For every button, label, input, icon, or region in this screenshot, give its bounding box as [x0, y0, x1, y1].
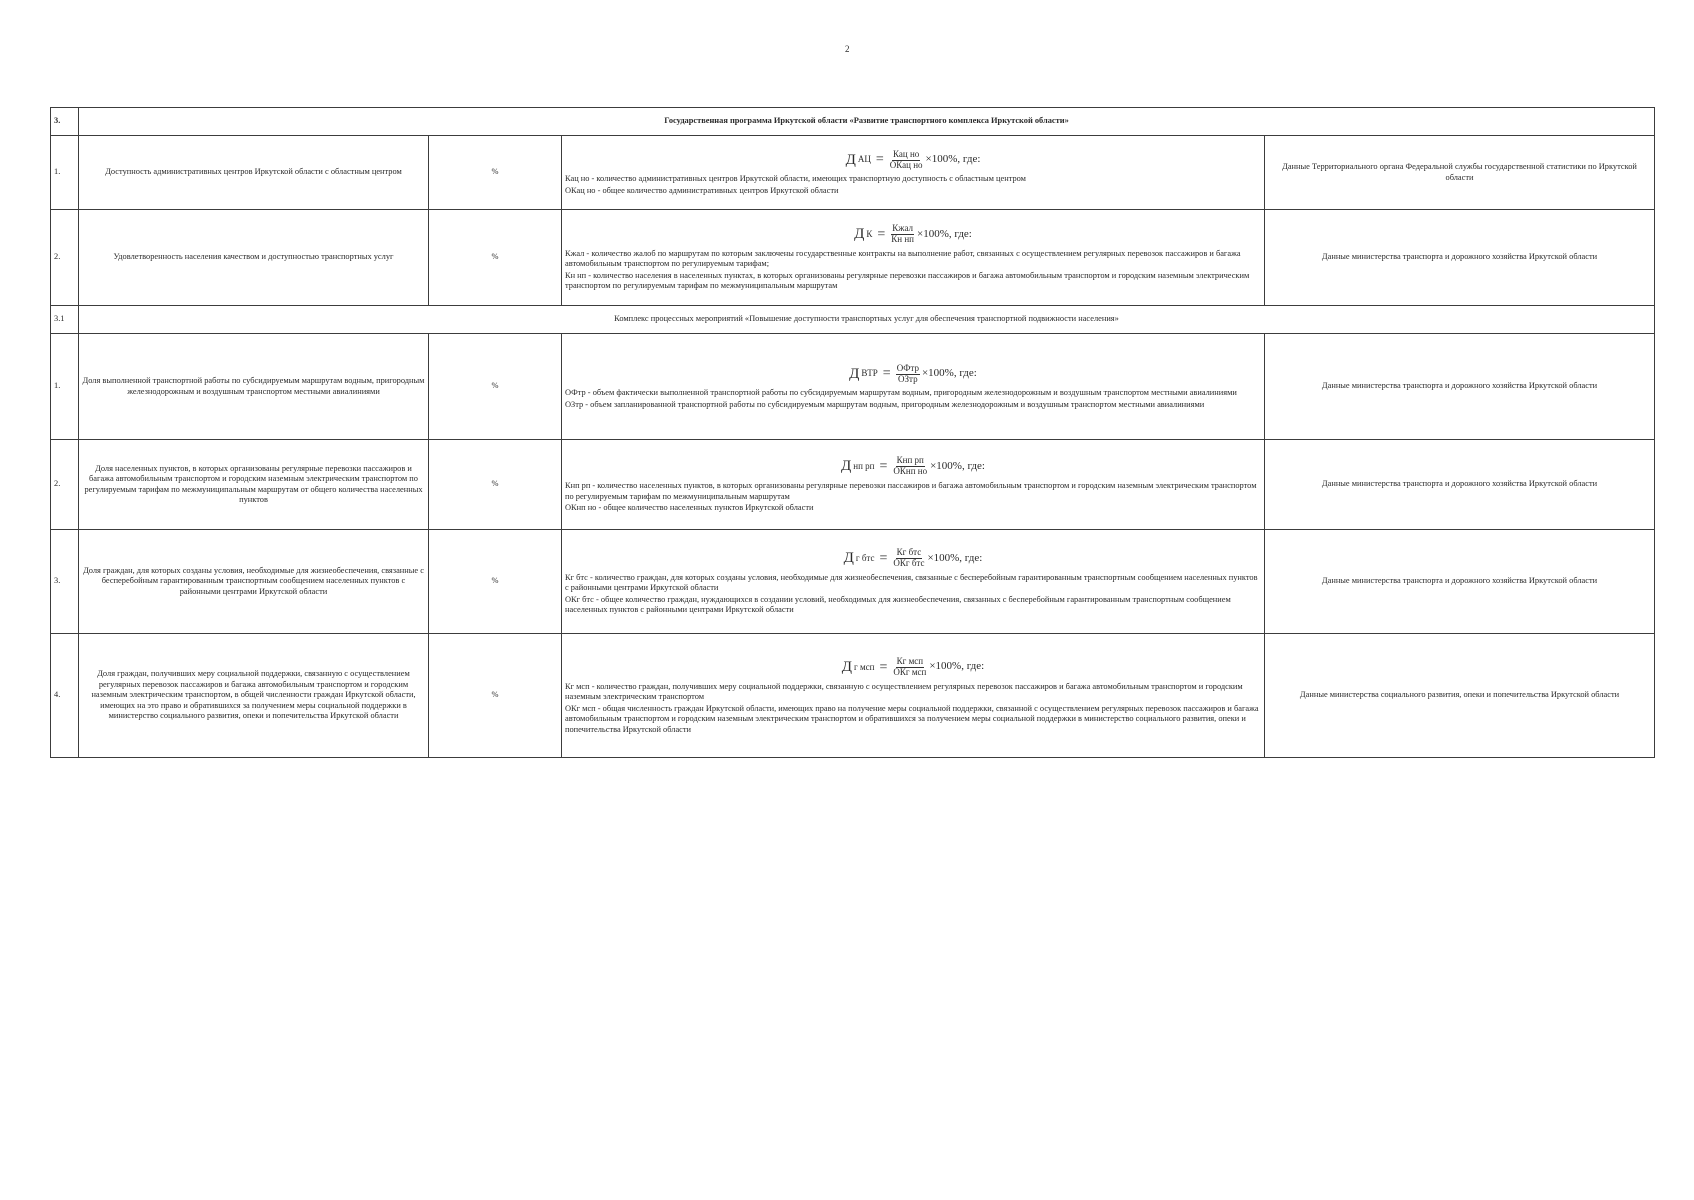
indicators-table: [50, 107, 1655, 758]
formula-tail: ×100%, где:: [929, 660, 985, 673]
formula-fraction: [892, 548, 925, 569]
table-row: [51, 136, 1655, 210]
formula-equals: =: [877, 226, 886, 242]
indicator-name: Доля выполненной транспортной работы по субсидируемым маршрутам водным, пригородным железнодорожным и воздушным транспортом местными авиалиниями: [79, 334, 429, 440]
formula-fraction: [892, 456, 928, 477]
formula-lhs: Д: [841, 458, 852, 475]
indicator-name: Доля граждан, получивших меру социальной поддержки, связанную с осуществлением регулярных перевозок пассажиров и багажа автомобильным транспортом и городским наземным электрическим транспортом, в общей численности граждан Иркутской области, имеющих на это право и обратившихся за получением меры социальной поддержки в министерство социального развития, опеки и попечительства Иркутской области: [79, 634, 429, 758]
formula-equals: =: [875, 152, 884, 168]
row-number: 2.: [51, 210, 79, 306]
calculation-method: [562, 634, 1265, 758]
definition: ОКнп но - общее количество населенных пунктов Иркутской области: [565, 503, 814, 513]
formula-tail: ×100%, где:: [921, 367, 977, 380]
definition: Кг бтс - количество граждан, для которых созданы условия, необходимые для жизнеобеспечения, связанные с бесперебойным гарантированным транспортным сообщением населенных пунктов с районными центрами Иркутской области: [565, 572, 1258, 593]
table-row: [51, 440, 1655, 530]
formula-fraction: [892, 657, 927, 678]
formula-numerator: Кац но: [893, 148, 920, 159]
formula-lhs-sub: г бтс: [855, 552, 875, 563]
calculation-method: [562, 136, 1265, 210]
formula-lhs-sub: АЦ: [857, 154, 871, 165]
table-row: [51, 334, 1655, 440]
formula-lhs: Д: [841, 658, 853, 675]
formula-fraction: [889, 150, 924, 171]
section-header-row: [51, 108, 1655, 136]
formula-lhs-sub: нп рп: [853, 461, 875, 472]
unit-of-measure: %: [429, 440, 562, 530]
formula: [565, 364, 1261, 385]
row-number: 3.: [51, 530, 79, 634]
indicator-name: Доступность административных центров Иркутской области с областным центром: [79, 136, 429, 210]
formula-denominator: ОКнп но: [893, 466, 928, 477]
row-number: 4.: [51, 634, 79, 758]
formula-equals: =: [879, 659, 888, 675]
formula-numerator: Кжал: [892, 223, 914, 234]
unit-of-measure: %: [429, 334, 562, 440]
table-row: [51, 210, 1655, 306]
formula-denominator: ОКг бтс: [893, 558, 925, 568]
formula-lhs: Д: [854, 226, 865, 243]
calculation-method: [562, 440, 1265, 530]
definition: Кн нп - количество населения в населенных пунктах, в которых организованы регулярные перевозки пассажиров и багажа автомобильным транспортом и городским наземным электрическим транспортом по регулируемым тарифам по межмуниципальным маршрутам: [565, 270, 1250, 291]
row-number: 2.: [51, 440, 79, 530]
formula: [565, 548, 1261, 569]
definition: ОКг бтс - общее количество граждан, нуждающихся в создании условий, необходимых для жизнеобеспечения, связанных с бесперебойным гарантированным транспортным сообщением населенных пунктов с районными центрами Иркутской области: [565, 594, 1231, 615]
formula: [565, 150, 1261, 171]
subsection-title: Комплекс процессных мероприятий «Повышение доступности транспортных услуг для обеспечения транспортной подвижности населения»: [79, 306, 1655, 334]
formula-equals: =: [882, 366, 891, 382]
table-row: [51, 634, 1655, 758]
row-number: 1.: [51, 334, 79, 440]
formula-denominator: ОЗтр: [898, 373, 918, 384]
definition: Кац но - количество административных центров Иркутской области, имеющих транспортную доступность с областным центром: [565, 174, 1026, 184]
formula: [565, 224, 1261, 245]
data-source: Данные Территориального органа Федеральной службы государственной статистики по Иркутской области: [1265, 136, 1655, 210]
data-source: Данные министерства транспорта и дорожного хозяйства Иркутской области: [1265, 530, 1655, 634]
page-number: 2: [845, 44, 850, 54]
unit-of-measure: %: [429, 210, 562, 306]
definition: Кг мсп - количество граждан, получивших меру социальной поддержки, связанную с осуществлением регулярных перевозок пассажиров и багажа автомобильным транспортом и городским наземным электрическим транспортом: [565, 681, 1243, 702]
definition: ОФтр - объем фактически выполненной транспортной работы по субсидируемым маршрутам водным, пригородным железнодорожным и воздушным транспортом местными авиалиниями: [565, 388, 1237, 398]
unit-of-measure: %: [429, 634, 562, 758]
formula-denominator: Кн нп: [891, 234, 914, 244]
definition: ОКац но - общее количество административных центров Иркутской области: [565, 185, 839, 195]
formula-equals: =: [879, 459, 888, 474]
formula-numerator: Кнп рп: [896, 455, 924, 466]
data-source: Данные министерства транспорта и дорожного хозяйства Иркутской области: [1265, 210, 1655, 306]
table-row: [51, 530, 1655, 634]
formula-denominator: ОКг мсп: [893, 666, 927, 677]
formula-equals: =: [879, 550, 888, 566]
formula-fraction: [890, 224, 915, 245]
calculation-method: [562, 334, 1265, 440]
formula-lhs: Д: [845, 151, 856, 168]
formula-lhs-sub: К: [866, 228, 873, 239]
formula-tail: ×100%, где:: [930, 459, 985, 472]
calculation-method: [562, 530, 1265, 634]
formula-lhs-sub: г мсп: [854, 661, 875, 672]
unit-of-measure: %: [429, 530, 562, 634]
formula-numerator: Кг мсп: [896, 655, 924, 666]
formula-lhs-sub: ВТР: [861, 368, 878, 379]
formula-denominator: ОКац но: [889, 159, 923, 170]
formula-lhs: Д: [843, 550, 854, 567]
formula-numerator: Кг бтс: [896, 547, 922, 558]
definition: Кнп рп - количество населенных пунктов, в которых организованы регулярные перевозки пассажиров и багажа автомобильным транспортом и городским наземным электрическим транспортом по регулируемым тарифам по межмуниципальным маршрутам: [565, 481, 1257, 501]
data-source: Данные министерства транспорта и дорожного хозяйства Иркутской области: [1265, 440, 1655, 530]
subsection-header-row: [51, 306, 1655, 334]
formula-numerator: ОФтр: [896, 362, 919, 373]
definition: ОКг мсп - общая численность граждан Иркутской области, имеющих право на получение меры социальной поддержки, связанной с осуществлением регулярных перевозок пассажиров и багажа автомобильным транспортом и городским наземным электрическим транспортом и обратившихся за получением меры социальной поддержки в министерство социального развития, опеки и попечительства Иркутской области: [565, 703, 1259, 734]
formula-tail: ×100%, где:: [925, 153, 981, 166]
formula-tail: ×100%, где:: [927, 551, 983, 564]
formula: [565, 657, 1261, 678]
formula-fraction: [896, 364, 920, 385]
definition: Кжал - количество жалоб по маршрутам по которым заключены государственные контракты на выполнение работ, связанных с осуществлением регулярных перевозок пассажиров и багажа автомобильным транспортом по регулируемым тарифам;: [565, 248, 1241, 269]
formula: [565, 456, 1261, 477]
unit-of-measure: %: [429, 136, 562, 210]
formula-lhs: Д: [849, 365, 860, 382]
indicator-name: Доля населенных пунктов, в которых организованы регулярные перевозки пассажиров и багажа автомобильным транспортом и городским наземным электрическим транспортом по регулируемым тарифам по межмуниципальным маршрутам от общего количества населенных пунктов: [79, 440, 429, 530]
definition: ОЗтр - объем запланированной транспортной работы по субсидируемым маршрутам водным, пригородным железнодорожным и воздушным транспортом местными авиалиниями: [565, 399, 1205, 409]
subsection-number: 3.1: [51, 306, 79, 334]
section-title: Государственная программа Иркутской области «Развитие транспортного комплекса Иркутской области»: [79, 108, 1655, 136]
calculation-method: [562, 210, 1265, 306]
formula-tail: ×100%, где:: [916, 227, 972, 240]
indicator-name: Удовлетворенность населения качеством и доступностью транспортных услуг: [79, 210, 429, 306]
data-source: Данные министерства транспорта и дорожного хозяйства Иркутской области: [1265, 334, 1655, 440]
indicator-name: Доля граждан, для которых созданы условия, необходимые для жизнеобеспечения, связанные с бесперебойным гарантированным транспортным сообщением населенных пунктов с районными центрами Иркутской области: [79, 530, 429, 634]
section-number: 3.: [51, 108, 79, 136]
data-source: Данные министерства социального развития, опеки и попечительства Иркутской области: [1265, 634, 1655, 758]
row-number: 1.: [51, 136, 79, 210]
